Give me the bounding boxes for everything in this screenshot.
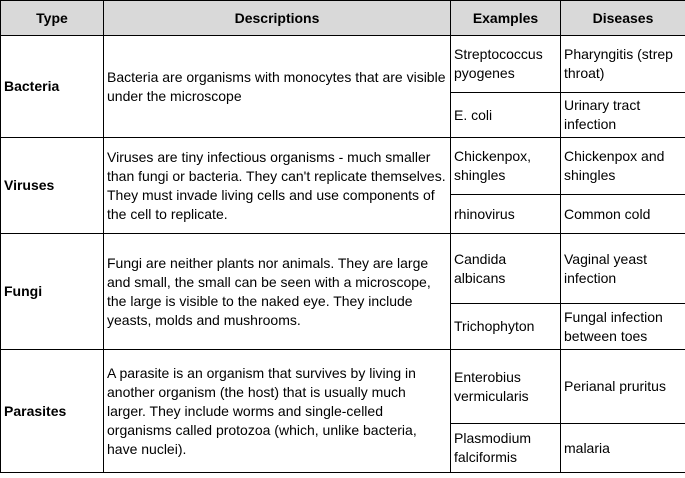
table-row xyxy=(1,36,685,93)
header-descriptions: Descriptions xyxy=(104,1,451,36)
example-cell: Plasmodium falciformis xyxy=(451,424,561,473)
description-cell: Bacteria are organisms with monocytes that are visible under the microscope xyxy=(104,36,451,138)
disease-cell: Common cold xyxy=(561,195,685,234)
header-diseases: Diseases xyxy=(561,1,685,36)
disease-cell: Pharyngitis (strep throat) xyxy=(561,36,685,93)
table-row xyxy=(1,350,685,424)
header-row xyxy=(1,1,685,36)
table-row xyxy=(1,138,685,195)
disease-cell: Vaginal yeast infection xyxy=(561,234,685,304)
example-cell: E. coli xyxy=(451,93,561,138)
table-row xyxy=(1,234,685,304)
type-cell: Viruses xyxy=(1,138,104,234)
disease-cell: malaria xyxy=(561,424,685,473)
example-cell: rhinovirus xyxy=(451,195,561,234)
type-cell: Bacteria xyxy=(1,36,104,138)
disease-cell: Fungal infection between toes xyxy=(561,304,685,350)
example-cell: Candida albicans xyxy=(451,234,561,304)
description-cell: Fungi are neither plants nor animals. They are large and small, the small can be seen with a microscope, the large is visible to the naked eye. They include yeasts, molds and mushrooms. xyxy=(104,234,451,350)
header-type: Type xyxy=(1,1,104,36)
disease-cell: Perianal pruritus xyxy=(561,350,685,424)
type-cell: Fungi xyxy=(1,234,104,350)
example-cell: Enterobius vermicularis xyxy=(451,350,561,424)
example-cell: Trichophyton xyxy=(451,304,561,350)
example-cell: Streptococcus pyogenes xyxy=(451,36,561,93)
disease-cell: Urinary tract infection xyxy=(561,93,685,138)
type-cell: Parasites xyxy=(1,350,104,473)
example-cell: Chickenpox, shingles xyxy=(451,138,561,195)
disease-cell: Chickenpox and shingles xyxy=(561,138,685,195)
description-cell: A parasite is an organism that survives by living in another organism (the host) that is usually much larger. They include worms and single-celled organisms called protozoa (which, unlike bacteria, have nuclei). xyxy=(104,350,451,473)
header-examples: Examples xyxy=(451,1,561,36)
description-cell: Viruses are tiny infectious organisms - much smaller than fungi or bacteria. They can't replicate themselves. They must invade living cells and use components of the cell to replicate. xyxy=(104,138,451,234)
